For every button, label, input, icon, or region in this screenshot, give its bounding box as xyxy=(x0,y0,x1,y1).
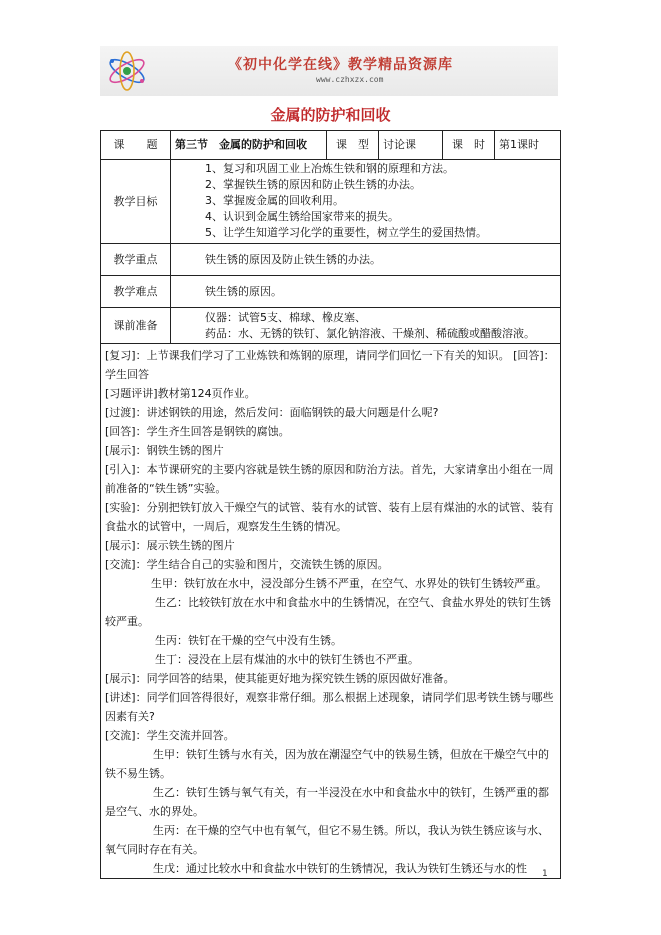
key-points-value: 铁生锈的原因及防止铁生锈的办法。 xyxy=(205,252,381,266)
goal-item: 5、让学生知道学习化学的重要性，树立学生的爱国热情。 xyxy=(205,226,487,239)
goal-item: 1、复习和巩固工业上冶炼生铁和钢的原理和方法。 xyxy=(205,162,454,175)
key-points-label: 教学重点 xyxy=(101,244,171,276)
preparation-label: 课前准备 xyxy=(101,308,171,344)
goal-item: 3、掌握废金属的回收利用。 xyxy=(205,194,344,207)
process-line: 生丁：浸没在上层有煤油的水中的铁钉生锈也不严重。 xyxy=(155,653,419,666)
goals-label: 教学目标 xyxy=(101,160,171,244)
preparation-row xyxy=(101,308,561,344)
process-line: [交流]：学生结合自己的实验和图片，交流铁生锈的原因。 xyxy=(105,558,389,571)
process-row xyxy=(101,344,561,879)
teaching-process xyxy=(101,344,561,879)
header-row xyxy=(101,131,561,160)
topic-value: 第三节 金属的防护和回收 xyxy=(171,131,327,160)
process-line: 生乙：铁钉生锈与氧气有关，有一半浸没在水中和食盐水中的铁钉，生锈严重的都是空气、水的界处。 xyxy=(105,786,549,818)
process-line: 生戊：通过比较水中和食盐水中铁钉的生锈情况，我认为铁钉生锈还与水的性 xyxy=(153,862,527,875)
key-points-cell xyxy=(171,244,561,276)
process-line: [过渡]：讲述钢铁的用途，然后发问：面临钢铁的最大问题是什么呢? xyxy=(105,406,439,419)
type-label: 课 型 xyxy=(327,131,379,160)
hours-label: 课 时 xyxy=(443,131,495,160)
banner-title: 《初中化学在线》教学精品资源库 xyxy=(228,57,453,73)
preparation-cell xyxy=(171,308,561,344)
process-line: [展示]：同学回答的结果，使其能更好地为探究铁生锈的原因做好准备。 xyxy=(105,672,455,685)
difficulties-value: 铁生锈的原因。 xyxy=(205,284,282,298)
banner-url: www.czhxzx.com xyxy=(316,75,384,84)
process-line: [讲述]：同学们回答得很好，观察非常仔细。那么根据上述现象，请同学们思考铁生锈与哪些因素有关? xyxy=(105,691,554,723)
goal-item: 2、掌握铁生锈的原因和防止铁生锈的办法。 xyxy=(205,178,421,191)
process-line: [交流]：学生交流并回答。 xyxy=(105,729,235,742)
document-title: 金属的防护和回收 xyxy=(270,106,391,124)
goals-row xyxy=(101,160,561,244)
process-line: 生甲：铁钉生锈与水有关，因为放在潮湿空气中的铁易生锈，但放在干燥空气中的铁不易生锈。 xyxy=(105,748,549,780)
difficulties-row xyxy=(101,276,561,308)
header-banner xyxy=(100,46,558,96)
process-line: [展示]：展示铁生锈的图片 xyxy=(105,539,235,552)
hours-value: 第1课时 xyxy=(495,131,561,160)
goal-item: 4、认识到金属生锈给国家带来的损失。 xyxy=(205,210,399,223)
difficulties-cell xyxy=(171,276,561,308)
process-line: [习题评讲]教材第124页作业。 xyxy=(105,387,256,400)
process-line: 生丙：在干燥的空气中也有氧气，但它不易生锈。所以，我认为铁生锈应该与水、氧气同时存在有关。 xyxy=(105,824,549,856)
lesson-plan-table xyxy=(100,130,561,879)
process-line: [实验]：分别把铁钉放入干燥空气的试管、装有水的试管、装有上层有煤油的水的试管、装有食盐水的试管中，一周后，观察发生生锈的情况。 xyxy=(105,501,554,533)
process-line: [复习]：上节课我们学习了工业炼铁和炼钢的原理，请同学们回忆一下有关的知识。 [回答]：学生回答 xyxy=(105,349,555,381)
process-line: [回答]：学生齐生回答是钢铁的腐蚀。 xyxy=(105,425,290,438)
process-line: 生乙：比较铁钉放在水中和食盐水中的生锈情况，在空气、食盐水界处的铁钉生锈较严重。 xyxy=(105,596,551,628)
process-line: 生丙：铁钉在干燥的空气中没有生锈。 xyxy=(155,634,342,647)
page-number: 1 xyxy=(542,869,548,879)
key-points-row xyxy=(101,244,561,276)
instruments-text: 仪器：试管5支、棉球、橡皮塞、 xyxy=(205,310,366,324)
topic-label: 课 题 xyxy=(101,131,171,160)
process-line: [引入]：本节课研究的主要内容就是铁生锈的原因和防治方法。首先，大家请拿出小组在一周前准备的“铁生锈”实验。 xyxy=(105,463,554,495)
reagents-text: 药品：水、无锈的铁钉、氯化钠溶液、干燥剂、稀硫酸或醋酸溶液。 xyxy=(205,326,535,340)
goals-list xyxy=(171,160,561,244)
atom-logo-icon xyxy=(104,48,150,94)
difficulties-label: 教学难点 xyxy=(101,276,171,308)
type-value: 讨论课 xyxy=(379,131,443,160)
process-line: 生甲：铁钉放在水中，浸没部分生锈不严重，在空气、水界处的铁钉生锈较严重。 xyxy=(151,577,547,590)
process-line: [展示]：钢铁生锈的图片 xyxy=(105,444,224,457)
